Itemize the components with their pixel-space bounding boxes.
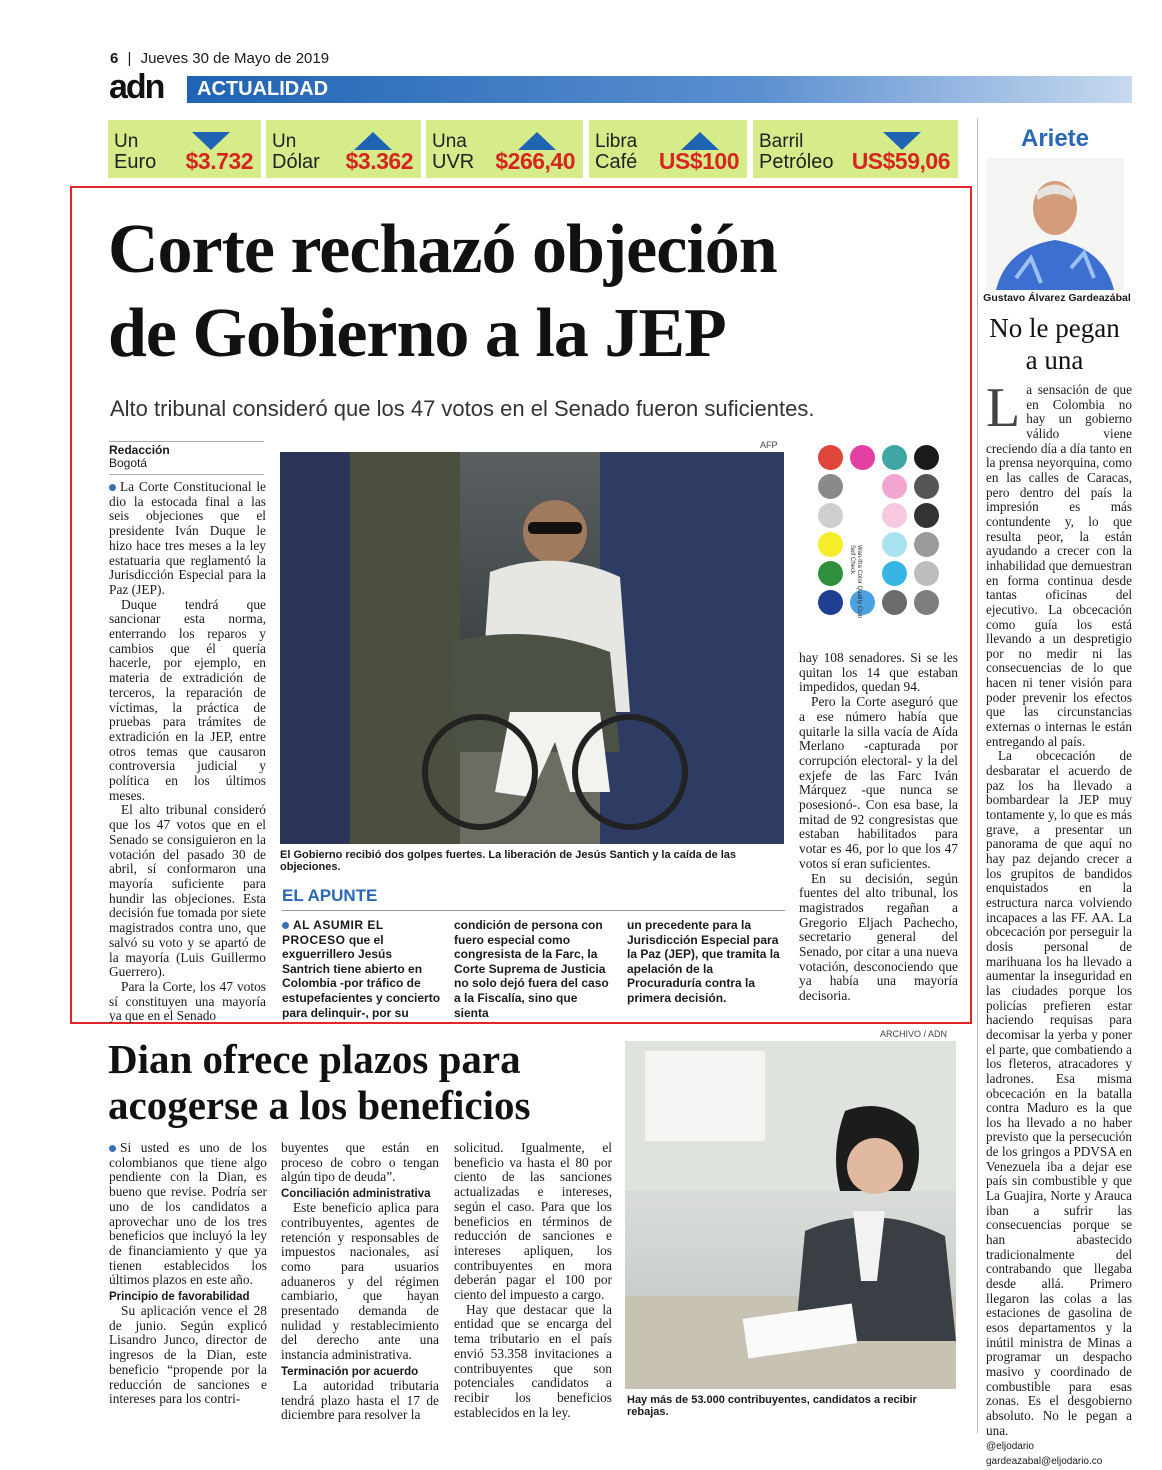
dian-photo-caption: Hay más de 53.000 contribuyentes, candidatos a recibir rebajas. bbox=[627, 1394, 917, 1418]
author-email: gardeazabal@eljodario.co bbox=[986, 1455, 1103, 1467]
swatch-lightcyan bbox=[882, 532, 907, 557]
swatch-black bbox=[914, 445, 939, 470]
column-name: Ariete bbox=[1020, 125, 1090, 152]
swatch-blue bbox=[818, 590, 843, 615]
column-title: No le pegan a una bbox=[989, 313, 1120, 375]
swatch-rose bbox=[882, 503, 907, 528]
main-col-1: La Corte Constitucional le dio la estocada final a las seis objeciones que el presidente Iván Duque le hizo hace tres meses a la ley estatuaria que reglamentó la Jurisdicción Especial para la Paz (JEP). Duque tendrá que sancionar esta norma, enterrando los reparos y cambios que él quería hacerle, por ejemplo, en materia de extradición de terceros, la reparación de víctimas, la práctica de pruebas para trámites de extradición en la JEP, entre otros temas que causaron controversia judicial y política en los últimos meses. El alto tribunal consideró que los 47 votos que en el Senado se consiguieron en la votación del pasado 30 de abril, sí conformaron una mayoría suficiente para hundir las objeciones. Esta decisión fue tomada por siete magistrados contra uno, que salvó su voto y se apartó de la mayoría (Luis Guillermo Guerrero). Para la Corte, los 47 votos sí constituyen una mayoría ya que en el Senado bbox=[109, 479, 266, 1024]
swatch-charcoal bbox=[914, 503, 939, 528]
color-check-label: Wan-Ifra Color Quality Club Self Check bbox=[849, 545, 862, 619]
dian-photo-illustration bbox=[625, 1041, 956, 1389]
author-portrait bbox=[986, 158, 1124, 290]
dian-headline: Dian ofrece plazos para acogerse a los beneficios bbox=[108, 1036, 531, 1128]
dian-col-2: buyentes que están en proceso de cobro o tengan algún tipo de deuda”. Conciliación administrativa Este beneficio aplica para contribuyentes, agentes de retención y responsables de impuestos nacionales, así como para usuarios aduaneros y del régimen cambiario, que hayan presentado demanda de nulidad y restablecimiento del derecho ante una instancia administrativa. Terminación por acuerdo La autoridad tributaria tendrá plazo hasta el 17 de diciembre para resolver la bbox=[281, 1140, 439, 1423]
swatch-teal bbox=[882, 445, 907, 470]
main-col-2: hay 108 senadores. Si se les quitan los 14 que estaban impedidos, quedan 94. Pero la Corte aseguró que a ese número había que quitarle la silla vacía de Aída Merlano -capturada por corrupción electoral- y la del exjefe de las Farc Iván Márquez -que nunca se posesionó-. Con esa base, la mitad de 92 congresistas que estaban habilitados para votar es 46, por lo que los 47 votos sí eran suficientes. En su decisión, según fuentes del alto tribunal, los magistrados regañan a Gregorio Eljach Pachecho, secretario general del Senado, por citar a una nueva votación, desconociendo que ya había una mayoría decisoria. bbox=[799, 650, 958, 1004]
dian-photo-credit: ARCHIVO / ADN bbox=[880, 1029, 948, 1039]
swatch-gray bbox=[818, 474, 843, 499]
adn-logo: adn bbox=[109, 68, 164, 106]
page-number: 6 bbox=[110, 50, 119, 67]
main-deck: Alto tribunal consideró que los 47 votos en el Senado fueron suficientes. bbox=[110, 396, 815, 421]
swatch-midgray bbox=[914, 532, 939, 557]
main-headline: Corte rechazó objeción de Gobierno a la JEP bbox=[108, 211, 777, 372]
swatch-cyan bbox=[882, 561, 907, 586]
dian-col-1: Si usted es uno de los colombianos que tiene algo pendiente con la Dian, es bueno que revise. Podría ser uno de los candidatos a aprovechar uno de los tres beneficios que incluyó la ley de financiamiento y que ya tienen establecidos los últimos plazos en este año. Principio de favorabilidad Su aplicación vence el 28 de junio. Según explicó Lisandro Junco, director de ingresos de la Dian, este beneficio “propende por la reducción de sanciones e intereses para los contri- bbox=[109, 1140, 267, 1407]
drop-cap: L bbox=[986, 377, 1021, 439]
apunte-col-3: un precedente para la Jurisdicción Especial para la Paz (JEP), que tramita la apelación de la Procuraduría contra la primera decisión. bbox=[627, 918, 780, 1005]
author-name: Gustavo Álvarez Gardeazábal bbox=[983, 292, 1131, 304]
ticker-uvr: Una UVR $266,40 bbox=[426, 120, 583, 178]
swatch-silver bbox=[914, 561, 939, 586]
photo-caption: El Gobierno recibió dos golpes fuertes. La liberación de Jesús Santich y la caída de las objeciones. bbox=[280, 849, 737, 873]
column-body: La sensación de que en Colombia no hay un gobierno válido viene creciendo día a día tanto en la prensa neyorquina, como en las calles de Caracas, pero dentro del país la impresión es más contundente y, lo que resulta peor, la están ayudando a crecer con la inhabilidad que demuestran en forma continua desde tantas oficinas del ejecutivo. La obcecación como guía los está llevando a un despretigio por no medir ni las consecuencias de lo que hacen ni tener visión para poder prevenir los efectos que las circunstancias externas o internas le están entregando al país. La obcecación de desbaratar el acuerdo de paz los ha llevado a bombardear la JEP muy tontamente y, lo que es más grave, a presentar un panorama de que aquí no hay paz dejando crecer a los grupitos de bandidos enquistados en la estructura narca volviendo incapaces a las FF. AA. La obcecación por perseguir la dosis personal de marihuana los ha llevado a aumentar la inseguridad en las ciudades porque los policías prefieren estar haciendo requisas para decomisar la yerba y poner el parte, que combatiendo a los fleteros, atracadores y ladrones. Esa misma obcecación en la batalla contra Maduro es la que los ha llevado a no haber previsto que la persecución de los gringos a PDVSA en Venezuela iba a dejar ese país sin combustible y que La Guajira, Norte y Arauca iban a sufrir las consecuencias porque se han abastecido tradicionalmente del contrabando que llegaba desde allá. Primero llegaron las colas a las estaciones de gasolina de esos departamentos y la inútil ministra de Minas a programar un despacho masivo y coordinado de combustible para esas zonas. Es el desgobierno absoluto. No le pegan a una. @eljodario gardeazabal@eljodario.co bbox=[986, 383, 1132, 1470]
ticker-euro: Un Euro $3.732 bbox=[108, 120, 261, 178]
apunte-col-1: AL ASUMIR EL PROCESO que el exguerrillero Jesús Santrich tiene abierto en Colombia -por tráfico de estupefacientes y concierto para delinquir-, por su bbox=[282, 918, 441, 1020]
issue-date: Jueves 30 de Mayo de 2019 bbox=[140, 50, 330, 67]
section-bar bbox=[187, 76, 1132, 103]
dian-col-3: solicitud. Igualmente, el beneficio va hasta el 80 por ciento de las sanciones actualizadas e intereses, según el caso. Para que los beneficios en términos de reducción de sanciones e intereses apliquen, los contribuyentes en mora deberán pagar el 100 por ciento del impuesto a cargo. Hay que destacar que la entidad que se encarga del tema tributario en el país envió 53.358 invitaciones a contribuyentes que son potenciales candidatos a recibir los beneficios establecidos en la ley. bbox=[454, 1140, 612, 1420]
swatch-red bbox=[818, 445, 843, 470]
ticker-dolar: Un Dólar $3.362 bbox=[266, 120, 421, 178]
swatch-pink bbox=[882, 474, 907, 499]
author-photo bbox=[986, 158, 1124, 290]
dian-photo bbox=[625, 1041, 956, 1389]
page-header: 6 | Jueves 30 de Mayo de 2019 bbox=[110, 50, 330, 67]
apunte-col-2: condición de persona con fuero especial como congresista de la Farc, la Corte Suprema de Justicia no solo dejó fuera del caso a la Fiscalía, sino que sienta bbox=[454, 918, 609, 1020]
color-quality-swatches bbox=[818, 445, 936, 619]
swatch-darkgray bbox=[914, 474, 939, 499]
section-title: ACTUALIDAD bbox=[197, 78, 329, 100]
main-photo bbox=[280, 452, 784, 844]
photo-credit: AFP bbox=[760, 440, 778, 450]
bullet-icon bbox=[109, 484, 116, 491]
author-handle: @eljodario bbox=[986, 1441, 1034, 1453]
swatch-magenta bbox=[850, 445, 875, 470]
swatch-yellow bbox=[818, 532, 843, 557]
swatch-lightgray bbox=[818, 503, 843, 528]
apunte-title: EL APUNTE bbox=[282, 886, 378, 905]
swatch-green bbox=[818, 561, 843, 586]
ticker-cafe: Libra Café US$100 bbox=[589, 120, 747, 178]
swatch-steel bbox=[882, 590, 907, 615]
photo-illustration bbox=[280, 452, 784, 844]
swatch-ash bbox=[914, 590, 939, 615]
bullet-icon bbox=[109, 1145, 116, 1152]
bullet-icon bbox=[282, 922, 289, 929]
ticker-petroleo: Barril Petróleo US$59,06 bbox=[753, 120, 958, 178]
byline: Redacción Bogotá bbox=[109, 441, 264, 470]
